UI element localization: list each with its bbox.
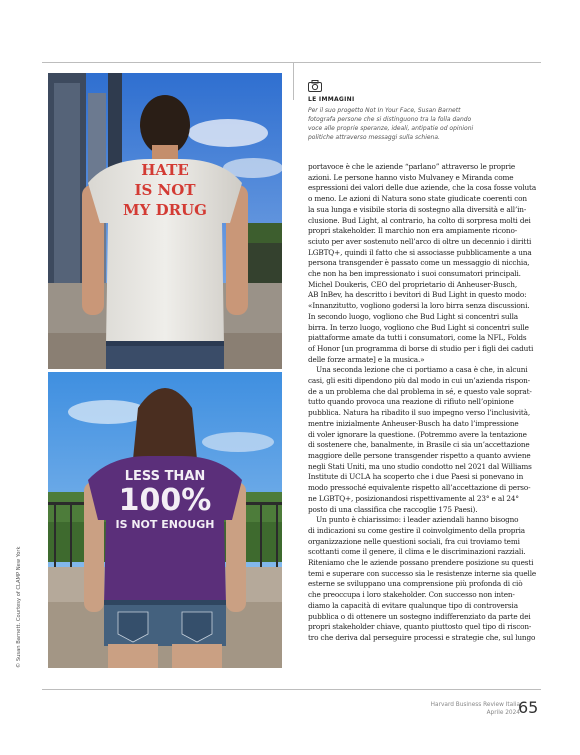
image-caption [308, 80, 536, 142]
article-line: temi e superare con successo sia le resistenze interne sia quelle [308, 568, 537, 578]
article-line: di sostenere che, banalmente, in Brasile ci sia un’accettazione [308, 440, 530, 450]
article-line: ne LGBTQ+, posizionandosi rispettivamente al 23° e al 24° [308, 493, 519, 503]
footer-rule [42, 689, 541, 690]
article-line: la sua lunga e visibile storia di sostegno alla diversità e all’in- [308, 204, 527, 214]
article-line: tutto quando provoca una reazione di rifiuto nell’opinione [308, 397, 514, 407]
shirt-text-line-2: 100% [118, 483, 212, 518]
photo-less-than-100-percent [48, 372, 282, 668]
page-number: 65 [518, 698, 539, 717]
article-line: tro che deriva dal perseguire processi e strategie che, sul lungo [308, 632, 536, 642]
article-line: delle forze armate] e la musica.» [308, 354, 425, 364]
shirt-text-line-2: IS NOT [134, 181, 196, 199]
article-line: Institute di UCLA ha scoperto che i due Paesi si ponevano in [308, 472, 524, 482]
caption-line: politiche attraverso messaggi sulla schiena. [308, 134, 440, 141]
issue-date: Aprile 2024 [486, 710, 520, 716]
article-line: de a un problema che dal problema in sé, e questo vale soprat- [308, 386, 532, 396]
footer-source [431, 701, 520, 717]
article-line: Un punto è chiarissimo: i leader aziendali hanno bisogno [316, 515, 519, 525]
article-line: persona transgender è passato come un messaggio di nicchia, [308, 258, 530, 268]
camera-icon [308, 80, 322, 92]
article-line: portavoce è che le aziende “parlano” attraverso le proprie [308, 162, 516, 171]
article-line: Una seconda lezione che ci portiamo a casa è che, in alcuni [316, 365, 528, 375]
header-rule [42, 62, 541, 63]
article-line: In secondo luogo, vogliono che Bud Light si concentri sulla [308, 311, 518, 321]
article-line: AB InBev, ha descritto i bevitori di Bud Light in questo modo: [308, 290, 527, 300]
article-line: modo pressoché equivalente rispetto all’accettazione di perso- [308, 483, 531, 493]
article-line: of Honor [un programma di borse di studio per i figli dei caduti [308, 343, 534, 353]
article-line: pubblica o di ottenere un sostegno indifferenziato da parte dei [308, 611, 531, 621]
article-line: piattaforme amate da tutti i consumatori, come la NFL, Folds [308, 333, 527, 343]
caption-line: Per il suo progetto Not In Your Face, Susan Barnett [308, 107, 461, 114]
article-line: negli Stati Uniti, ma uno studio condotto nel 2021 dal Williams [308, 461, 532, 471]
article-line: Riteniamo che le aziende possano prendere posizione su questi [308, 558, 534, 568]
article-line: di indicazioni su come gestire il coinvolgimento della propria [308, 525, 526, 535]
article-line: che non ha ben impressionato i suoi consumatori principali. [308, 269, 521, 279]
article-line: che preoccupa i loro stakeholder. Con successo non inten- [308, 590, 515, 600]
article-line: esterne se sviluppano una comprensione più profonda di ciò [308, 579, 523, 589]
shirt-text-line-3: MY DRUG [123, 201, 207, 219]
shirt-text-line-1: LESS THAN [124, 469, 206, 484]
article-line: propri stakeholder. Il marchio non era ampiamente ricono- [308, 226, 518, 236]
article-line: espressioni dei valori delle due aziende, che la cosa fosse voluta [308, 183, 537, 193]
article-line: propri stakeholder chiave, quanto piuttosto quel tipo di riscon- [308, 622, 532, 632]
article-line: o meno. Le azioni di Natura sono state giudicate coerenti con [308, 194, 527, 204]
caption-line: fotografa persone che si distinguono tra la folla dando [308, 116, 472, 123]
article-line: sciuto per aver sostenuto nell’arco di oltre un decennio i diritti [308, 236, 532, 246]
article-line: mentre inizialmente Anheuser-Busch ha dato l’impressione [308, 418, 519, 428]
article-line: clusione. Bud Light, al contrario, ha colto di sorpresa molti dei [308, 215, 531, 225]
article-line: organizzazione nelle questioni sociali, fra cui troviamo temi [308, 536, 520, 546]
article-line: LGBTQ+, quindi il fatto che si associasse pubblicamente a una [308, 247, 532, 257]
article-line: «Innanzitutto, vogliono godersi la loro birra senza discussioni. [308, 301, 530, 311]
article-body [308, 162, 540, 644]
article-line: maggiore delle persone transgender rispetto a quanto avviene [308, 450, 531, 460]
article-line: diamo la capacità di evitare qualunque tipo di controversia [308, 600, 518, 610]
article-line: Michel Doukeris, CEO del proprietario di Anheuser-Busch, [308, 279, 518, 289]
article-line: birra. In terzo luogo, vogliono che Bud Light si concentri sulle [308, 322, 529, 332]
article-line: casi, gli esiti dipendono più dal modo in cui un’azienda rispon- [308, 376, 530, 386]
article-line: posto di una classifica che raccoglie 175 Paesi). [308, 504, 478, 514]
photo-hate-is-not-my-drug [48, 73, 282, 369]
photo-credit: © Susan Barnett. Courtesy of CLAMP New York [16, 546, 22, 668]
article-line: azioni. Le persone hanno visto Mulvaney e Miranda come [308, 172, 514, 182]
caption-line: voce alle proprie speranze, ideali, antipatie od opinioni [308, 125, 474, 132]
article-line: scottanti come il genere, il clima e le discriminazioni razziali. [308, 547, 526, 557]
caption-title: LE IMMAGINI [308, 96, 355, 103]
shirt-text-line-3: IS NOT ENOUGH [115, 518, 215, 531]
shirt-text-line-1: HATE [141, 161, 189, 179]
article-line: di voler ignorare la questione. (Potremmo avere la tentazione [308, 429, 527, 439]
article-line: pubblica. Natura ha ribadito il suo impegno verso l’inclusività, [308, 408, 531, 418]
publication-name: Harvard Business Review Italia [430, 702, 520, 708]
column-divider [293, 62, 294, 100]
